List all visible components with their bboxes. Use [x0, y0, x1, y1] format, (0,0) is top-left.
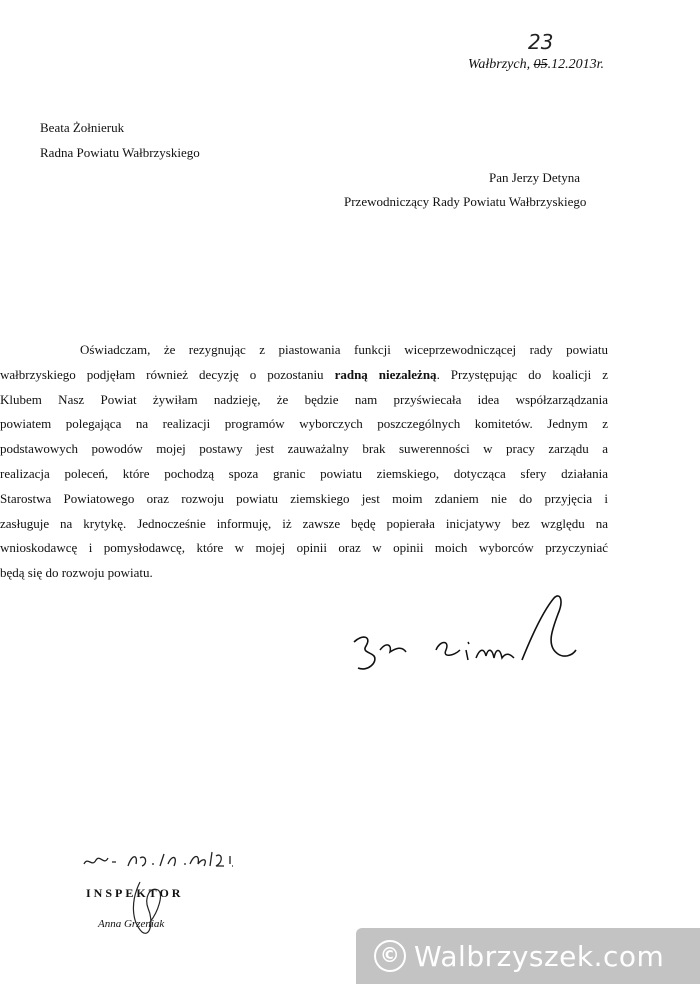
date-rest: .12.2013r. — [547, 57, 604, 72]
struck-day: 05 — [533, 57, 548, 72]
body-line: Starostwa Powiatowego oraz rozwoju powiatu ziemskiego jest moim zdaniem nie do przyjęcia i — [0, 490, 608, 506]
inspector-initials-scribble — [120, 872, 170, 942]
place-name: Wałbrzych, — [468, 57, 531, 72]
place-and-date — [468, 57, 604, 73]
body-line: wnioskodawcę i pomysłodawcę, które w mojej opinii oraz w opinii moich wyborców przyczyniać — [0, 540, 608, 556]
body-line-text: . Przystępując do koalicji z — [436, 366, 608, 382]
body-line: powiatem polegająca na realizacji programów wyborczych poszczególnych komitetów. Jednym z — [0, 416, 608, 432]
recipient-name: Pan Jerzy Detyna — [489, 170, 580, 185]
inspector-stamp-name: Anna Grzeniak — [98, 918, 165, 930]
inspector-stamp-title: INSPEKTOR — [86, 886, 184, 900]
site-watermark — [356, 928, 700, 984]
body-line: Klubem Nasz Powiat żywiłam nadzieję, że będzie nam przyświecała idea współzarządzania — [0, 391, 608, 407]
body-line: Oświadczam, że rezygnując z piastowania funkcji wiceprzewodniczącej rady powiatu — [80, 342, 608, 357]
body-line: podstawowych powodów mojej postawy jest zauważalny brak suwerenności w pracy zarządu a — [0, 441, 608, 457]
handwritten-day-number: 23 — [528, 30, 554, 54]
body-line-text: wałbrzyskiego podjęłam również decyzję o pozostaniu — [0, 366, 335, 382]
body-line: realizacja poleceń, które pochodzą spoza granic powiatu ziemskiego, dotycząca sfery działania — [0, 465, 608, 481]
sender-name: Beata Żołnieruk — [40, 120, 125, 135]
body-line: zasługuje na krytykę. Jednocześnie informuję, iż zawsze będę popierała inicjatywy bez względu na — [0, 515, 608, 531]
handwritten-signature — [340, 590, 585, 680]
letter-body — [0, 338, 608, 586]
body-line: będą się do rozwoju powiatu. — [0, 565, 153, 581]
watermark-text: Walbrzyszek.com — [414, 939, 665, 973]
copyright-icon: © — [374, 940, 406, 972]
sender-role: Radna Powiatu Wałbrzyskiego — [40, 145, 200, 160]
body-line — [0, 363, 608, 388]
handwritten-received-note — [80, 848, 260, 872]
recipient-role: Przewodniczący Rady Powiatu Wałbrzyskiego — [344, 194, 587, 209]
emphasized-text: radną niezależną — [334, 366, 437, 382]
